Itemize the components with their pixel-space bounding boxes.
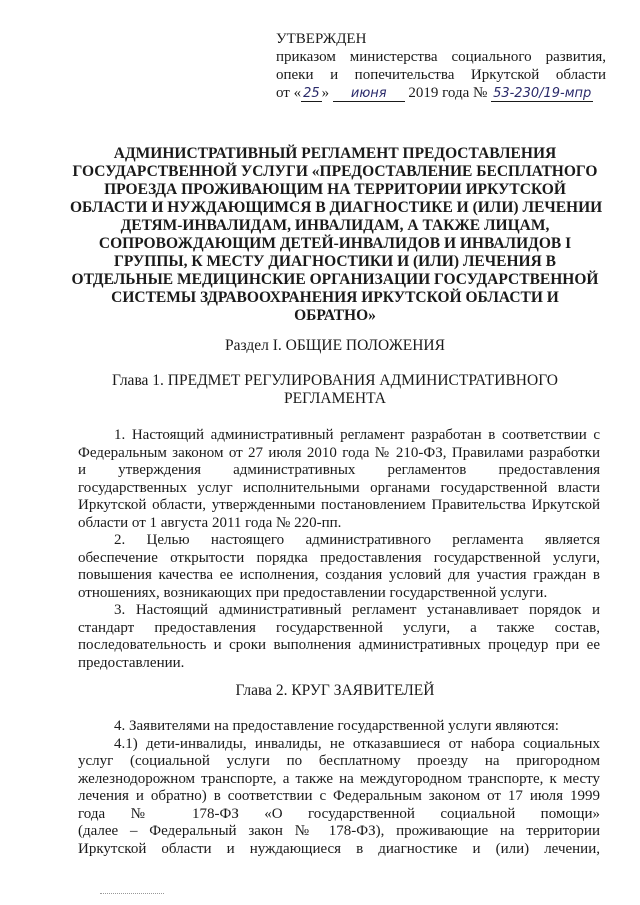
paragraph-line: последовательность и сроки выполнения административных процедур при ее bbox=[78, 637, 600, 653]
chapter-1-line-1: Глава 1. ПРЕДМЕТ РЕГУЛИРОВАНИЯ АДМИНИСТРАТИВНОГО bbox=[112, 372, 558, 389]
handwritten-day: 25 bbox=[303, 86, 320, 101]
paragraph-line: услуг (социальной услуги по бесплатному проезду на пригородном bbox=[78, 753, 600, 769]
paragraph-line: Иркутской области и нуждающиеся в диагностике и (или) лечении, bbox=[78, 840, 600, 857]
title-line: ГОСУДАРСТВЕННОЙ УСЛУГИ «ПРЕДОСТАВЛЕНИЕ БЕСПЛАТНОГО bbox=[72, 163, 598, 180]
paragraph-line: Иркутской области, утвержденными постановлением Правительства Иркутской bbox=[78, 497, 600, 513]
title-line: ДЕТЯМ-ИНВАЛИДАМ, ИНВАЛИДАМ, А ТАКЖЕ ЛИЦАМ, bbox=[120, 217, 550, 234]
title-line: ПРОЕЗДА ПРОЖИВАЮЩИМ НА ТЕРРИТОРИИ ИРКУТСКОЙ bbox=[104, 181, 566, 198]
title-line: ОБЛАСТИ И НУЖДАЮЩИМСЯ В ДИАГНОСТИКЕ И (ИЛИ) ЛЕЧЕНИИ bbox=[70, 199, 603, 216]
chapter-1-heading bbox=[70, 372, 600, 408]
chapter-1-line-2: РЕГЛАМЕНТА bbox=[284, 390, 386, 407]
date-mid: » bbox=[321, 85, 330, 101]
date-prefix: от « bbox=[276, 85, 302, 101]
approval-line-1: приказом министерства социального развития, bbox=[276, 49, 606, 65]
title-line: ГРУППЫ, К МЕСТУ ДИАГНОСТИКИ И (ИЛИ) ЛЕЧЕНИЯ В bbox=[113, 253, 556, 270]
paragraph-line: Федеральным законом от 27 июля 2010 года № 210-ФЗ, Правилами разработки bbox=[78, 444, 600, 461]
paragraph-line: (далее – Федеральный закон № 178-ФЗ), проживающие на территории bbox=[78, 823, 600, 839]
handwritten-number: 53-230/19-мпр bbox=[493, 86, 592, 101]
paragraphs-chapter-1 bbox=[78, 427, 600, 672]
title-line: ОБРАТНО» bbox=[294, 307, 376, 324]
title-line: АДМИНИСТРАТИВНЫЙ РЕГЛАМЕНТ ПРЕДОСТАВЛЕНИЯ bbox=[113, 145, 557, 162]
title-line: ОТДЕЛЬНЫЕ МЕДИЦИНСКИЕ ОРГАНИЗАЦИИ ГОСУДАРСТВЕННОЙ bbox=[71, 271, 599, 288]
title-line: СОПРОВОЖДАЮЩИМ ДЕТЕЙ-ИНВАЛИДОВ И ИНВАЛИДОВ I bbox=[98, 235, 572, 252]
approval-block bbox=[276, 30, 606, 102]
paragraph-line: железнодорожном транспорте, а также на междугородном транспорте, к месту bbox=[78, 770, 600, 787]
paragraph-line: 4.1) дети-инвалиды, инвалиды, не отказавшиеся от набора социальных bbox=[114, 735, 600, 752]
paragraph-line: предоставлении. bbox=[78, 654, 185, 671]
date-year: 2019 года № bbox=[408, 85, 488, 101]
title-line: СИСТЕМЫ ЗДРАВООХРАНЕНИЯ ИРКУТСКОЙ ОБЛАСТИ И bbox=[111, 289, 559, 306]
paragraph-line: 3. Настоящий административный регламент устанавливает порядок и bbox=[114, 602, 600, 618]
approval-heading: УТВЕРЖДЕН bbox=[276, 31, 367, 47]
paragraph-line: 2. Целью настоящего административного регламента является bbox=[114, 532, 600, 548]
scan-artifact bbox=[100, 893, 164, 897]
paragraph-line: повышения качества ее исполнения, создания условий для участия граждан в bbox=[78, 567, 600, 583]
document-title bbox=[70, 145, 603, 325]
paragraph-line: стандарт предоставления государственной услуги, а также состав, bbox=[78, 619, 600, 636]
handwritten-month: июня bbox=[333, 87, 405, 102]
chapter-2-heading: Глава 2. КРУГ ЗАЯВИТЕЛЕЙ bbox=[235, 682, 435, 699]
paragraph-line: обеспечение открытости порядка предоставления государственной услуги, bbox=[78, 549, 600, 566]
paragraph-line: и утверждения административных регламентов предоставления bbox=[78, 462, 600, 478]
approval-date-line bbox=[276, 84, 606, 102]
paragraph-line: года № 178-ФЗ «О государственной социальной помощи» bbox=[78, 805, 600, 822]
paragraph-line: лечения и обратно) в соответствии с Федеральным законом от 17 июля 1999 bbox=[78, 788, 600, 804]
paragraph-line: области от 1 августа 2011 года № 220-пп. bbox=[78, 514, 342, 531]
section-heading: Раздел I. ОБЩИЕ ПОЛОЖЕНИЯ bbox=[225, 337, 445, 354]
approval-line-2: опеки и попечительства Иркутской области bbox=[276, 67, 606, 83]
paragraph-line: государственных услуг исполнительными органами государственной власти bbox=[78, 479, 600, 496]
paragraph-line: 1. Настоящий административный регламент разработан в соответствии с bbox=[114, 427, 600, 443]
paragraph-line: 4. Заявителями на предоставление государственной услуги являются: bbox=[114, 718, 559, 734]
paragraphs-chapter-2 bbox=[78, 718, 600, 858]
paragraph-line: отношениях, возникающих при предоставлении государственной услуги. bbox=[78, 584, 548, 601]
